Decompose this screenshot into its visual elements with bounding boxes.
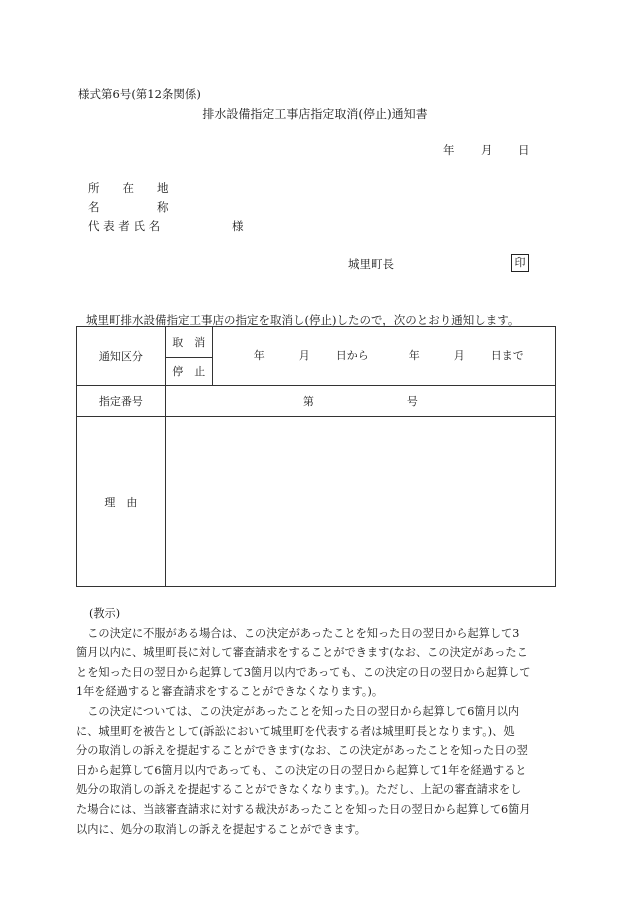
honorific: 様: [232, 219, 244, 233]
date-year: 年: [443, 143, 455, 157]
period-day-from: 日から: [335, 349, 369, 362]
reason-label: 理 由: [77, 417, 166, 587]
representative-label: 代 表 者 氏 名: [88, 219, 161, 233]
period-year-to: 年: [408, 349, 420, 362]
period-month-to: 月: [453, 349, 465, 362]
notice-line: 分の取消しの訴えを提起することができます(なお、この決定があったことを知った日の翌: [76, 744, 528, 758]
notice-line: 日から起算して6箇月以内であっても、この決定の日の翌日から起算して1年を経過すると: [76, 763, 527, 777]
notice-line: に、城里町を被告として(訴訟において城里町を代表する者は城里町長となります。)、処: [76, 724, 515, 738]
document-title: 排水設備指定工事店指定取消(停止)通知書: [202, 107, 428, 121]
notice-line: 以内に、処分の取消しの訴えを提起することができます。: [76, 822, 366, 836]
date-day: 日: [518, 143, 530, 157]
form-number: 様式第6号(第12条関係): [78, 87, 201, 101]
notice-table: [76, 326, 556, 587]
name-label: 名 称: [88, 200, 169, 214]
notice-line: 1年を経過すると審査請求をすることができなくなります。)。: [76, 685, 384, 699]
date-month: 月: [481, 143, 493, 157]
notice-line: この決定については、この決定があったことを知った日の翌日から起算して6箇月以内: [76, 704, 520, 718]
reason-cell: [165, 417, 555, 587]
notice-line: た場合には、当該審査請求に対する裁決があったことを知った日の翌日から起算して6箇月: [76, 802, 531, 816]
notice-line: とを知った日の翌日から起算して3箇月以内であっても、この決定の日の翌日から起算して: [76, 665, 531, 679]
category-label: 通知区分: [77, 327, 166, 386]
notice-body: [76, 624, 561, 840]
designation-number-cell: [165, 386, 555, 417]
notice-section: [76, 604, 561, 839]
notice-line: 箇月以内に、城里町長に対して審査請求をすることができます(なお、この決定があったこ: [76, 646, 528, 660]
intro-text: 城里町排水設備指定工事店の指定を取消し(停止)したので，次のとおり通知します。: [86, 313, 520, 327]
period-day-to: 日まで: [490, 349, 524, 362]
period-month-from: 月: [298, 349, 310, 362]
number-prefix: 第: [302, 395, 314, 408]
cancel-option: 取 消: [165, 327, 212, 358]
designation-number-label: 指定番号: [77, 386, 166, 417]
period-year-from: 年: [253, 349, 265, 362]
notice-line: 処分の取消しの訴えを提起することができなくなります。)。ただし、上記の審査請求をし: [76, 783, 522, 797]
notice-line: この決定に不服がある場合は、この決定があったことを知った日の翌日から起算して3: [76, 626, 520, 640]
notice-heading: (教示): [89, 607, 121, 620]
seal-mark: 印: [511, 254, 529, 272]
period-cell: [212, 327, 555, 386]
number-suffix: 号: [406, 395, 418, 408]
location-label: 所 在 地: [88, 181, 169, 195]
sender-name: 城里町長: [348, 257, 394, 271]
suspend-option: 停 止: [165, 357, 212, 385]
